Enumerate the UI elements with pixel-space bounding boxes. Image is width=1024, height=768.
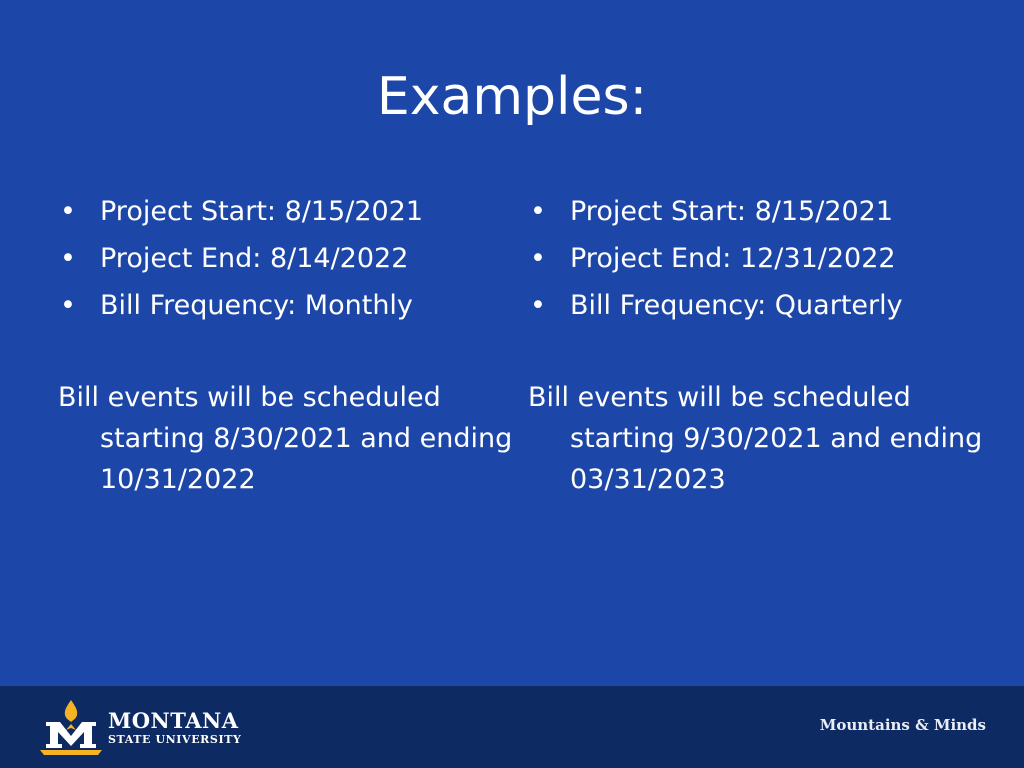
right-schedule-note: Bill events will be scheduled starting 9/30/2021 and ending 03/31/2023 [528, 382, 983, 495]
list-item [528, 188, 968, 235]
bullet-text: Bill Frequency: Monthly [100, 290, 413, 321]
footer-bar [0, 686, 1024, 768]
slide-title: Examples: [376, 67, 648, 127]
list-item [528, 235, 968, 282]
list-item [58, 188, 498, 235]
right-column [528, 188, 983, 500]
tagline: Mountains & Minds [819, 716, 986, 734]
bullet-icon: • [530, 290, 546, 321]
logo-name: MONTANA [108, 708, 239, 733]
bullet-text: Bill Frequency: Quarterly [570, 290, 903, 321]
bullet-icon: • [60, 290, 76, 321]
bullet-icon: • [60, 196, 76, 227]
right-bullet-list [528, 188, 968, 329]
bullet-icon: • [60, 243, 76, 274]
logo-subtitle: STATE UNIVERSITY [108, 733, 242, 746]
left-schedule-note: Bill events will be scheduled starting 8/30/2021 and ending 10/31/2022 [58, 382, 513, 495]
msu-mountain-m-icon [38, 698, 104, 756]
list-item [58, 235, 498, 282]
bullet-text: Project Start: 8/15/2021 [100, 196, 424, 227]
list-item [528, 282, 968, 329]
left-bullet-list [58, 188, 498, 329]
bullet-text: Project Start: 8/15/2021 [570, 196, 894, 227]
left-column [58, 188, 513, 500]
list-item [58, 282, 498, 329]
bullet-icon: • [530, 243, 546, 274]
bullet-icon: • [530, 196, 546, 227]
msu-logo [38, 698, 248, 756]
bullet-text: Project End: 8/14/2022 [100, 243, 409, 274]
bullet-text: Project End: 12/31/2022 [570, 243, 896, 274]
